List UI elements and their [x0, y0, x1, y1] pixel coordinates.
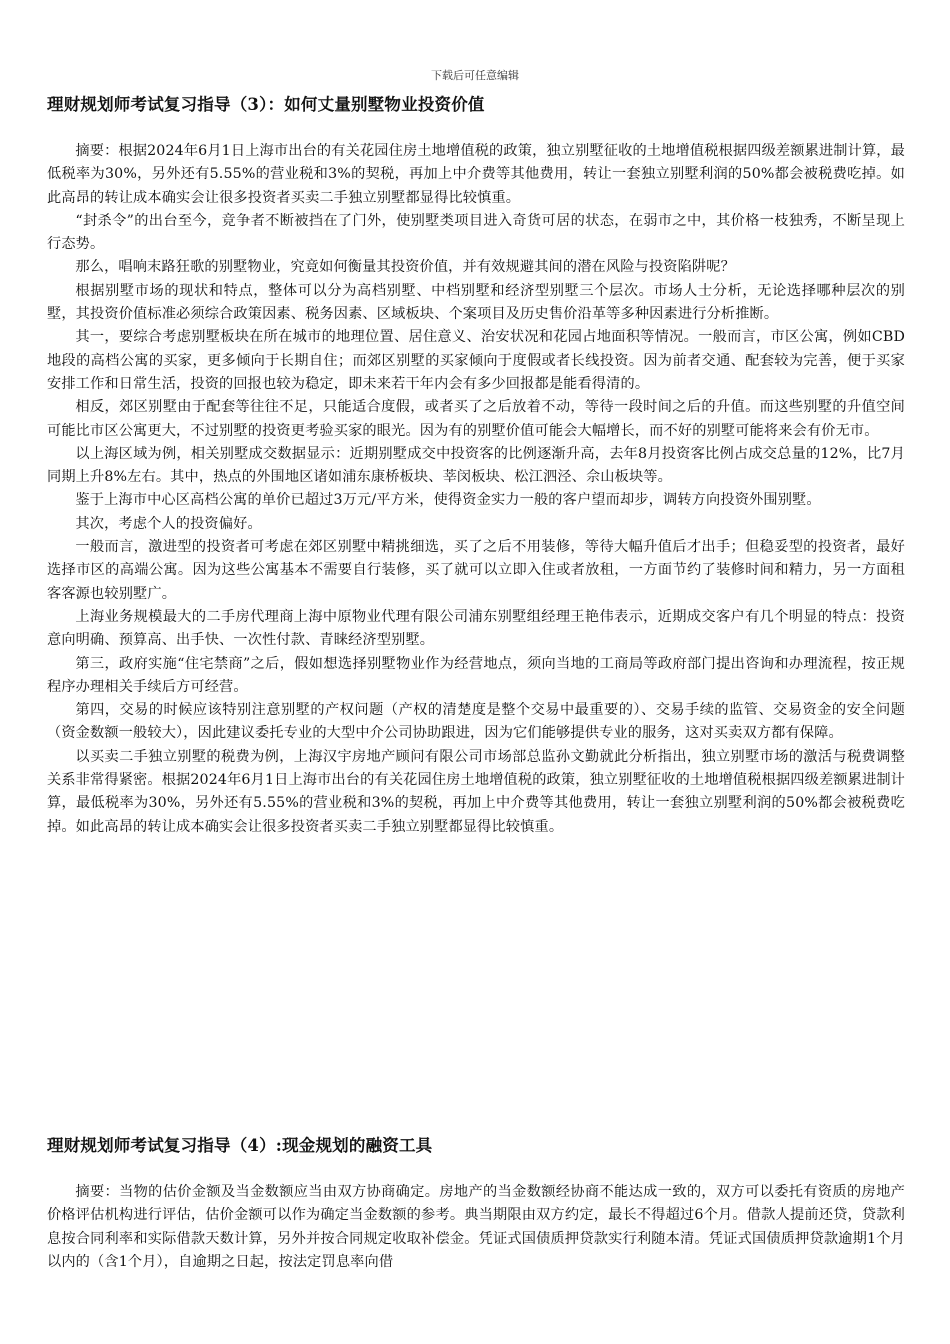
article-1-paragraph: 鉴于上海市中心区高档公寓的单价已超过3万元/平方米，使得资金实力一般的客户望而却步，调转方向投资外围别墅。	[75, 492, 821, 509]
article-1-paragraph: 摘要：根据2024年6月1日上海市出台的有关花园住房土地增值税的政策，独立别墅征收的土地增值税根据四级差额累进制计算，最低税率为30%，另外还有5.55%的营业税和3%的契税，再加上中介费等其他费用，转让一套独立别墅利润的50%都会被税费吃掉。如此高昂的转让成本确实会让很多投资者买卖二手独立别墅都显得比较慎重。	[47, 143, 905, 206]
article-1-paragraph: 其一，要综合考虑别墅板块在所在城市的地理位置、居住意义、治安状况和花园占地面积等情况。一般而言，市区公寓，例如CBD地段的高档公寓的买家，更多倾向于长期自住；而郊区别墅的买家倾向于度假或者长线投资。因为前者交通、配套较为完善，便于买家安排工作和日常生活，投资的回报也较为稳定，即未来若干年内会有多少回报都是能看得清的。	[47, 329, 905, 392]
header-note: 下载后可任意编辑	[431, 69, 519, 82]
article-1-paragraph: 以上海区域为例，相关别墅成交数据显示：近期别墅成交中投资客的比例逐渐升高，去年8月投资客比例占成交总量的12%，比7月同期上升8%左右。其中，热点的外围地区诸如浦东康桥板块、莘闵板块、松江泗泾、佘山板块等。	[47, 445, 905, 486]
article-1-paragraph: 第四，交易的时候应该特别注意别墅的产权问题（产权的清楚度是整个交易中最重要的）、交易手续的监管、交易资金的安全问题（资金数额一般较大），因此建议委托专业的大型中介公司协助跟进，因为它们能够提供专业的服务，这对买卖双方都有保障。	[47, 702, 905, 742]
article-1-paragraph: 相反，郊区别墅由于配套等往往不足，只能适合度假，或者买了之后放着不动，等待一段时间之后的升值。而这些别墅的升值空间可能比市区公寓更大，不过别墅的投资更考验买家的眼光。因为有的别墅价值可能会大幅增长，而不好的别墅可能将来会有价无市。	[47, 399, 905, 439]
article-2-body	[47, 1181, 905, 1274]
article-1-paragraph: 上海业务规模最大的二手房代理商上海中原物业代理有限公司浦东别墅组经理王艳伟表示，近期成交客户有几个明显的特点：投资意向明确、预算高、出手快、一次性付款、青睐经济型别墅。	[47, 608, 905, 649]
article-1-paragraph: “封杀令”的出台至今，竞争者不断被挡在了门外，使别墅类项目进入奇货可居的状态，在弱市之中，其价格一枝独秀，不断呈现上行态势。	[47, 212, 905, 253]
article-1-body	[47, 140, 905, 839]
article-2-paragraph: 摘要：当物的估价金额及当金数额应当由双方协商确定。房地产的当金数额经协商不能达成一致的，双方可以委托有资质的房地产价格评估机构进行评估，估价金额可以作为确定当金数额的参考。典当期限由双方约定，最长不得超过6个月。借款人提前还贷，贷款利息按合同利率和实际借款天数计算，另外并按合同规定收取补偿金。凭证式国债质押贷款实行利随本清。凭证式国债质押贷款逾期1个月以内的（含1个月），自逾期之日起，按法定罚息率向借	[47, 1184, 905, 1270]
article-1-title: 理财规划师考试复习指导（3）：如何丈量别墅物业投资价值	[47, 95, 485, 114]
article-1-paragraph: 以买卖二手独立别墅的税费为例，上海汉宇房地产顾问有限公司市场部总监孙文勤就此分析指出，独立别墅市场的激活与税费调整关系非常得紧密。根据2024年6月1日上海市出台的有关花园住房土地增值税的政策，独立别墅征收的土地增值税根据四级差额累进制计算，最低税率为30%，另外还有5.55%的营业税和3%的契税，再加上中介费等其他费用，转让一套独立别墅利润的50%都会被税费吃掉。如此高昂的转让成本确实会让很多投资者买卖二手独立别墅都显得比较慎重。	[47, 748, 905, 835]
article-1-paragraph: 第三，政府实施“住宅禁商”之后，假如想选择别墅物业作为经营地点，须向当地的工商局等政府部门提出咨询和办理流程，按正规程序办理相关手续后方可经营。	[47, 655, 905, 695]
article-2-title: 理财规划师考试复习指导（4）:现金规划的融资工具	[47, 1136, 433, 1155]
article-1-paragraph: 一般而言，激进型的投资者可考虑在郊区别墅中精挑细选，买了之后不用装修，等待大幅升值后才出手；但稳妥型的投资者，最好选择市区的高端公寓。因为这些公寓基本不需要自行装修，买了就可以立即入住或者放租，一方面节约了装修时间和精力，另一方面租客客源也较别墅广。	[47, 539, 905, 602]
article-1-paragraph: 其次，考虑个人的投资偏好。	[75, 515, 262, 532]
article-1-paragraph: 那么，唱响末路狂歌的别墅物业，究竟如何衡量其投资价值，并有效规避其间的潜在风险与投资陷阱呢？	[75, 259, 735, 276]
article-1-paragraph: 根据别墅市场的现状和特点，整体可以分为高档别墅、中档别墅和经济型别墅三个层次。市场人士分析，无论选择哪种层次的别墅，其投资价值标准必须综合政策因素、税务因素、区域板块、个案项目及历史售价沿革等多种因素进行分析推断。	[47, 282, 905, 323]
